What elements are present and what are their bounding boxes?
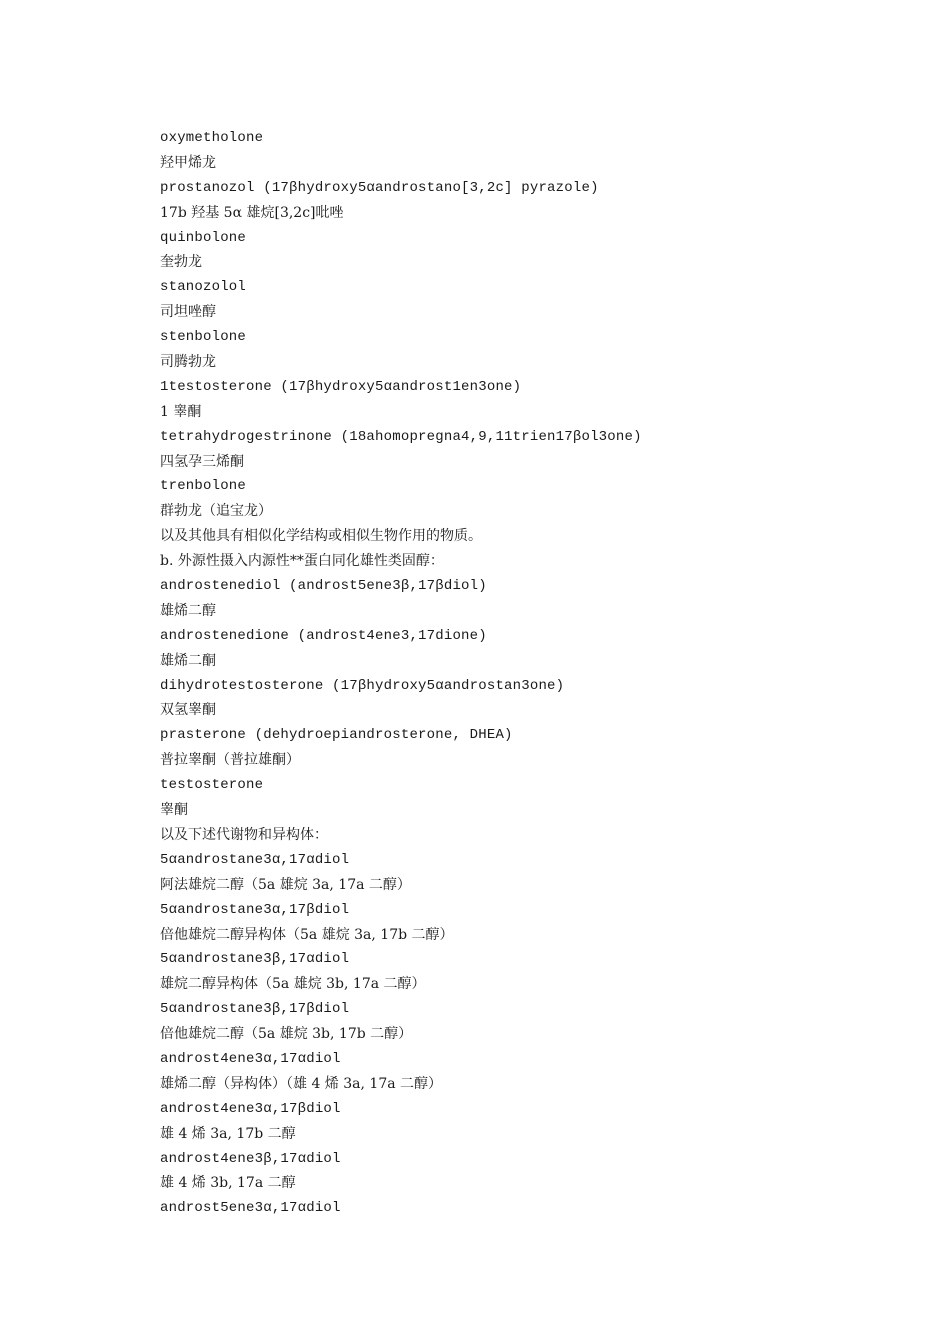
text-line: 以及其他具有相似化学结构或相似生物作用的物质。 (160, 528, 482, 545)
text-line: 群勃龙（追宝龙） (160, 503, 272, 520)
substance-name-line: androst4ene3β,17αdiol (160, 1150, 341, 1167)
substance-name-line: 1testosterone (17βhydroxy5αandrost1en3one) (160, 378, 522, 395)
text-line: 雄 4 烯 3b, 17a 二醇 (160, 1175, 296, 1192)
substance-name-line: testosterone (160, 777, 264, 794)
text-line: b. 外源性摄入内源性**蛋白同化雄性类固醇： (160, 553, 444, 570)
substance-name-line: androstenediol (androst5ene3β,17βdiol) (160, 578, 487, 595)
text-line: 以及下述代谢物和异构体： (160, 826, 328, 843)
text-line: 奎勃龙 (160, 254, 202, 271)
substance-name-line: 5αandrostane3β,17βdiol (160, 1001, 350, 1018)
text-line: 雄烯二醇 (160, 602, 216, 619)
text-line: 1 睾酮 (160, 403, 202, 420)
text-line: 雄 4 烯 3a, 17b 二醇 (160, 1125, 296, 1142)
substance-name-line: tetrahydrogestrinone (18ahomopregna4,9,11trien17βol3one) (160, 428, 642, 445)
substance-name-line: dihydrotestosterone (17βhydroxy5αandrostan3one) (160, 677, 565, 694)
text-line: 司坦唑醇 (160, 304, 216, 321)
text-line: 倍他雄烷二醇异构体（5a 雄烷 3a, 17b 二醇） (160, 926, 454, 943)
substance-name-line: 5αandrostane3α,17βdiol (160, 901, 350, 918)
substance-name-line: prasterone (dehydroepiandrosterone, DHEA) (160, 727, 513, 744)
text-line: 双氢睾酮 (160, 702, 216, 719)
substance-name-line: stanozolol (160, 279, 247, 296)
text-line: 倍他雄烷二醇（5a 雄烷 3b, 17b 二醇） (160, 1026, 413, 1043)
substance-name-line: trenbolone (160, 478, 247, 495)
substance-name-line: androst4ene3α,17βdiol (160, 1100, 341, 1117)
text-line: 四氢孕三烯酮 (160, 453, 244, 470)
text-line: 雄烷二醇异构体（5a 雄烷 3b, 17a 二醇） (160, 976, 426, 993)
text-line: 17b 羟基 5α 雄烷[3,2c]吡唑 (160, 204, 344, 221)
substance-name-line: androstenedione (androst4ene3,17dione) (160, 627, 487, 644)
substance-name-line: prostanozol (17βhydroxy5αandrostano[3,2c] pyrazole) (160, 179, 599, 196)
text-line: 阿法雄烷二醇（5a 雄烷 3a, 17a 二醇） (160, 876, 411, 893)
text-line: 普拉睾酮（普拉雄酮） (160, 752, 300, 769)
substance-name-line: androst4ene3α,17αdiol (160, 1050, 341, 1067)
substance-name-line: 5αandrostane3α,17αdiol (160, 851, 350, 868)
text-line: 司腾勃龙 (160, 354, 216, 371)
substance-name-line: quinbolone (160, 229, 247, 246)
document-body (160, 126, 880, 1221)
text-line: 羟甲烯龙 (160, 154, 216, 171)
substance-name-line: 5αandrostane3β,17αdiol (160, 951, 350, 968)
substance-name-line: androst5ene3α,17αdiol (160, 1200, 341, 1217)
text-line: 雄烯二醇（异构体）（雄 4 烯 3a, 17a 二醇） (160, 1075, 443, 1092)
text-line: 雄烯二酮 (160, 652, 216, 669)
substance-name-line: stenbolone (160, 329, 247, 346)
text-line: 睾酮 (160, 802, 188, 819)
substance-name-line: oxymetholone (160, 130, 264, 146)
